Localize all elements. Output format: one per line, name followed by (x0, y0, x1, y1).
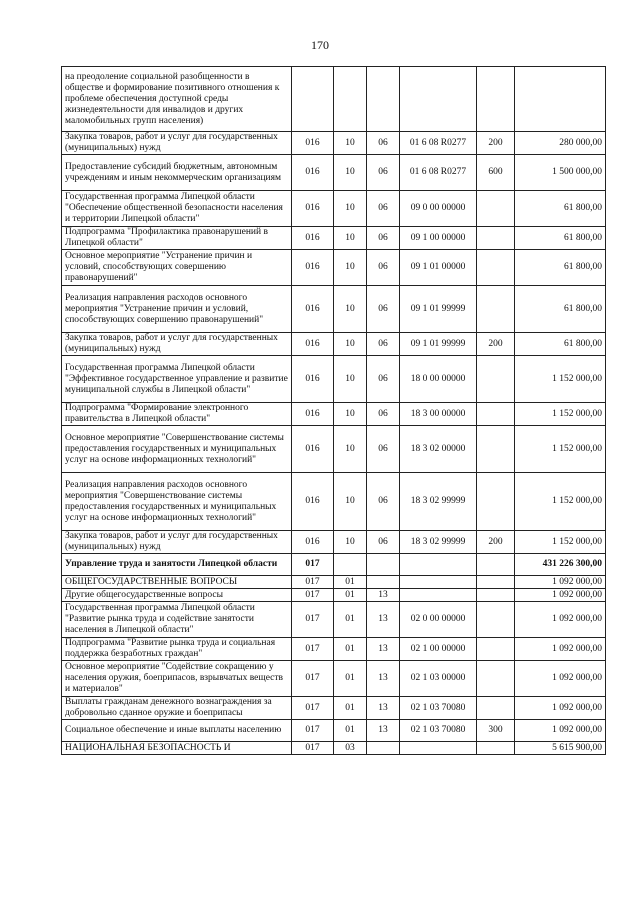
table-row (62, 661, 606, 697)
section-code-cell: 01 (334, 720, 367, 742)
subsection-code-cell: 06 (367, 531, 400, 554)
table-row (62, 250, 606, 286)
amount-cell: 431 226 300,00 (515, 554, 606, 576)
section-code-cell (334, 67, 367, 132)
section-code-cell: 10 (334, 403, 367, 426)
item-name-cell: ОБЩЕГОСУДАРСТВЕННЫЕ ВОПРОСЫ (62, 576, 292, 589)
table-row (62, 191, 606, 227)
subsection-code-cell (367, 554, 400, 576)
ved-code-cell: 016 (292, 531, 334, 554)
target-article-cell: 09 0 00 00000 (400, 191, 477, 227)
section-code-cell: 01 (334, 661, 367, 697)
ved-code-cell: 016 (292, 191, 334, 227)
subsection-code-cell (367, 742, 400, 755)
table-row (62, 356, 606, 403)
section-code-cell: 10 (334, 333, 367, 356)
subsection-code-cell: 06 (367, 286, 400, 333)
target-article-cell: 02 1 00 00000 (400, 638, 477, 661)
amount-cell: 1 152 000,00 (515, 426, 606, 473)
item-name-cell: Основное мероприятие "Устранение причин и условий, способствующих совершению правонарушений" (62, 250, 292, 286)
table-row (62, 227, 606, 250)
expense-type-cell: 200 (477, 132, 515, 155)
table-row (62, 697, 606, 720)
expense-type-cell (477, 286, 515, 333)
item-name-cell: Социальное обеспечение и иные выплаты населению (62, 720, 292, 742)
ved-code-cell: 017 (292, 661, 334, 697)
amount-cell: 61 800,00 (515, 250, 606, 286)
section-code-cell: 10 (334, 286, 367, 333)
expense-type-cell (477, 191, 515, 227)
amount-cell: 1 092 000,00 (515, 661, 606, 697)
expense-type-cell (477, 638, 515, 661)
item-name-cell: Основное мероприятие "Совершенствование системы предоставления государственных и муниципальных услуг на основе информационных технологий" (62, 426, 292, 473)
subsection-code-cell: 06 (367, 356, 400, 403)
expense-type-cell (477, 250, 515, 286)
table-row (62, 638, 606, 661)
table-row (62, 333, 606, 356)
ved-code-cell (292, 67, 334, 132)
target-article-cell: 18 3 02 99999 (400, 473, 477, 531)
target-article-cell: 02 1 03 70080 (400, 697, 477, 720)
subsection-code-cell: 13 (367, 697, 400, 720)
subsection-code-cell: 06 (367, 333, 400, 356)
table-row (62, 473, 606, 531)
section-code-cell: 10 (334, 473, 367, 531)
amount-cell: 1 092 000,00 (515, 602, 606, 638)
amount-cell: 1 092 000,00 (515, 720, 606, 742)
item-name-cell: Государственная программа Липецкой области "Обеспечение общественной безопасности населения и территории Липецкой области" (62, 191, 292, 227)
expense-type-cell (477, 576, 515, 589)
section-code-cell: 10 (334, 356, 367, 403)
table-row (62, 67, 606, 132)
ved-code-cell: 016 (292, 333, 334, 356)
table-row (62, 426, 606, 473)
target-article-cell: 01 6 08 R0277 (400, 155, 477, 191)
expense-type-cell (477, 356, 515, 403)
amount-cell: 280 000,00 (515, 132, 606, 155)
item-name-cell: Закупка товаров, работ и услуг для государственных (муниципальных) нужд (62, 333, 292, 356)
table-row (62, 286, 606, 333)
target-article-cell: 02 1 03 00000 (400, 661, 477, 697)
subsection-code-cell: 06 (367, 473, 400, 531)
item-name-cell: Подпрограмма "Развитие рынка труда и социальная поддержка безработных граждан" (62, 638, 292, 661)
table-row (62, 742, 606, 755)
expense-type-cell: 600 (477, 155, 515, 191)
subsection-code-cell: 13 (367, 661, 400, 697)
target-article-cell: 18 3 02 00000 (400, 426, 477, 473)
ved-code-cell: 016 (292, 426, 334, 473)
table-row (62, 531, 606, 554)
item-name-cell: Подпрограмма "Профилактика правонарушений в Липецкой области" (62, 227, 292, 250)
expense-type-cell (477, 554, 515, 576)
ved-code-cell: 017 (292, 720, 334, 742)
item-name-cell: Основное мероприятие "Содействие сокращению у населения оружия, боеприпасов, взрывчатых веществ и материалов" (62, 661, 292, 697)
amount-cell: 1 092 000,00 (515, 638, 606, 661)
table-row (62, 554, 606, 576)
target-article-cell (400, 67, 477, 132)
expense-type-cell (477, 67, 515, 132)
section-code-cell: 01 (334, 602, 367, 638)
target-article-cell (400, 576, 477, 589)
item-name-cell: Закупка товаров, работ и услуг для государственных (муниципальных) нужд (62, 531, 292, 554)
section-code-cell: 10 (334, 132, 367, 155)
section-code-cell: 01 (334, 576, 367, 589)
budget-table (61, 66, 606, 755)
subsection-code-cell: 06 (367, 155, 400, 191)
subsection-code-cell: 06 (367, 191, 400, 227)
item-name-cell: Выплаты гражданам денежного вознаграждения за добровольно сданное оружие и боеприпасы (62, 697, 292, 720)
amount-cell: 61 800,00 (515, 286, 606, 333)
subsection-code-cell: 06 (367, 250, 400, 286)
item-name-cell: Закупка товаров, работ и услуг для государственных (муниципальных) нужд (62, 132, 292, 155)
expense-type-cell (477, 473, 515, 531)
ved-code-cell: 016 (292, 286, 334, 333)
section-code-cell: 01 (334, 589, 367, 602)
amount-cell: 1 152 000,00 (515, 403, 606, 426)
target-article-cell: 09 1 01 99999 (400, 286, 477, 333)
target-article-cell: 18 0 00 00000 (400, 356, 477, 403)
section-code-cell: 10 (334, 191, 367, 227)
section-code-cell: 10 (334, 426, 367, 473)
ved-code-cell: 017 (292, 589, 334, 602)
expense-type-cell (477, 661, 515, 697)
ved-code-cell: 016 (292, 250, 334, 286)
amount-cell: 61 800,00 (515, 191, 606, 227)
item-name-cell: Подпрограмма "Формирование электронного правительства в Липецкой области" (62, 403, 292, 426)
target-article-cell: 02 0 00 00000 (400, 602, 477, 638)
target-article-cell (400, 742, 477, 755)
target-article-cell: 18 3 02 99999 (400, 531, 477, 554)
subsection-code-cell (367, 67, 400, 132)
amount-cell (515, 67, 606, 132)
table-row (62, 155, 606, 191)
ved-code-cell: 017 (292, 602, 334, 638)
amount-cell: 5 615 900,00 (515, 742, 606, 755)
item-name-cell: Реализация направления расходов основного мероприятия "Совершенствование системы предоставления государственных и муниципальных услуг на основе информационных технологий" (62, 473, 292, 531)
ved-code-cell: 016 (292, 227, 334, 250)
section-code-cell (334, 554, 367, 576)
subsection-code-cell: 06 (367, 227, 400, 250)
target-article-cell (400, 554, 477, 576)
amount-cell: 61 800,00 (515, 227, 606, 250)
expense-type-cell (477, 403, 515, 426)
expense-type-cell (477, 227, 515, 250)
amount-cell: 1 092 000,00 (515, 576, 606, 589)
table-row (62, 132, 606, 155)
ved-code-cell: 017 (292, 576, 334, 589)
ved-code-cell: 017 (292, 554, 334, 576)
amount-cell: 1 092 000,00 (515, 589, 606, 602)
amount-cell: 1 092 000,00 (515, 697, 606, 720)
item-name-cell: на преодоление социальной разобщенности в обществе и формирование позитивного отношения к проблеме обеспечения доступной среды жизнедеятельности для инвалидов и других маломобильных групп населения) (62, 67, 292, 132)
expense-type-cell: 300 (477, 720, 515, 742)
table-row (62, 576, 606, 589)
table-row (62, 589, 606, 602)
section-code-cell: 10 (334, 227, 367, 250)
amount-cell: 1 500 000,00 (515, 155, 606, 191)
ved-code-cell: 016 (292, 473, 334, 531)
section-code-cell: 10 (334, 531, 367, 554)
subsection-code-cell: 06 (367, 132, 400, 155)
target-article-cell: 18 3 00 00000 (400, 403, 477, 426)
expense-type-cell (477, 589, 515, 602)
section-code-cell: 03 (334, 742, 367, 755)
item-name-cell: Государственная программа Липецкой области "Развитие рынка труда и содействие занятости населения в Липецкой области" (62, 602, 292, 638)
page-number: 170 (311, 38, 329, 52)
subsection-code-cell: 06 (367, 403, 400, 426)
amount-cell: 1 152 000,00 (515, 473, 606, 531)
subsection-code-cell: 13 (367, 589, 400, 602)
item-name-cell: Управление труда и занятости Липецкой области (62, 554, 292, 576)
expense-type-cell (477, 426, 515, 473)
target-article-cell: 09 1 01 00000 (400, 250, 477, 286)
table-row (62, 720, 606, 742)
ved-code-cell: 016 (292, 403, 334, 426)
ved-code-cell: 017 (292, 697, 334, 720)
ved-code-cell: 016 (292, 132, 334, 155)
ved-code-cell: 016 (292, 155, 334, 191)
expense-type-cell (477, 602, 515, 638)
expense-type-cell (477, 697, 515, 720)
table-row (62, 602, 606, 638)
section-code-cell: 10 (334, 250, 367, 286)
expense-type-cell (477, 742, 515, 755)
item-name-cell: Предоставление субсидий бюджетным, автономным учреждениям и иным некоммерческим организациям (62, 155, 292, 191)
ved-code-cell: 017 (292, 638, 334, 661)
item-name-cell: НАЦИОНАЛЬНАЯ БЕЗОПАСНОСТЬ И (62, 742, 292, 755)
subsection-code-cell: 06 (367, 426, 400, 473)
subsection-code-cell: 13 (367, 720, 400, 742)
expense-type-cell: 200 (477, 333, 515, 356)
ved-code-cell: 017 (292, 742, 334, 755)
amount-cell: 1 152 000,00 (515, 356, 606, 403)
target-article-cell (400, 589, 477, 602)
section-code-cell: 01 (334, 697, 367, 720)
target-article-cell: 02 1 03 70080 (400, 720, 477, 742)
item-name-cell: Другие общегосударственные вопросы (62, 589, 292, 602)
amount-cell: 61 800,00 (515, 333, 606, 356)
section-code-cell: 01 (334, 638, 367, 661)
table-row (62, 403, 606, 426)
subsection-code-cell: 13 (367, 638, 400, 661)
amount-cell: 1 152 000,00 (515, 531, 606, 554)
subsection-code-cell (367, 576, 400, 589)
item-name-cell: Государственная программа Липецкой области "Эффективное государственное управление и развитие муниципальной службы в Липецкой области" (62, 356, 292, 403)
expense-type-cell: 200 (477, 531, 515, 554)
ved-code-cell: 016 (292, 356, 334, 403)
item-name-cell: Реализация направления расходов основного мероприятия "Устранение причин и условий, способствующих совершению правонарушений" (62, 286, 292, 333)
section-code-cell: 10 (334, 155, 367, 191)
target-article-cell: 09 1 00 00000 (400, 227, 477, 250)
target-article-cell: 01 6 08 R0277 (400, 132, 477, 155)
target-article-cell: 09 1 01 99999 (400, 333, 477, 356)
subsection-code-cell: 13 (367, 602, 400, 638)
